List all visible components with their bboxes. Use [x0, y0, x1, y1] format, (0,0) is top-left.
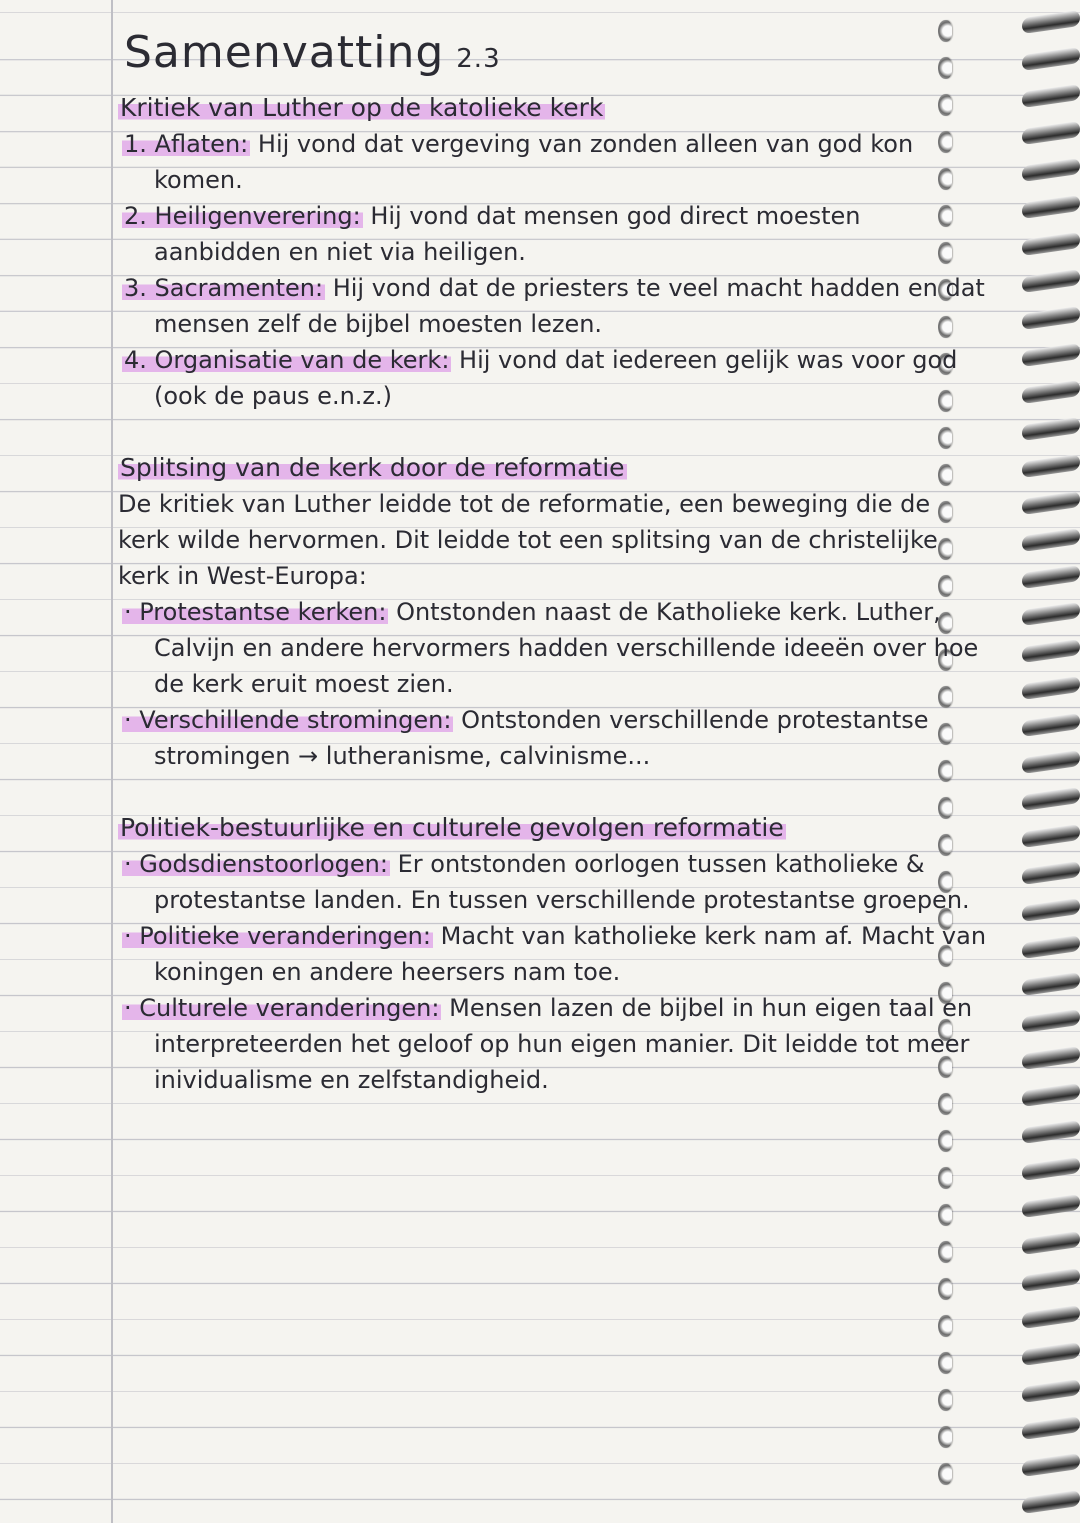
spiral-coil — [1022, 232, 1080, 256]
list-item — [118, 198, 988, 270]
spiral-coil — [1022, 1046, 1080, 1070]
item-text: Hij vond dat vergeving van zonden alleen van god kon komen. — [154, 130, 914, 194]
spiral-coil — [1022, 454, 1080, 478]
item-text: Mensen lazen de bijbel in hun eigen taal en interpreteerden het geloof op hun eigen manier. Dit leidde tot meer inividualisme en zelfstandigheid. — [154, 994, 973, 1094]
item-label: 1. Aflaten: — [124, 130, 249, 158]
title-text: Samenvatting — [124, 27, 445, 78]
spiral-coil — [1022, 10, 1080, 34]
spiral-coil — [1022, 676, 1080, 700]
margin-line — [111, 0, 113, 1523]
item-text: Er ontstonden oorlogen tussen katholieke & protestantse landen. En tussen verschillende protestantse groepen. — [154, 850, 970, 914]
binder-hole — [938, 1315, 952, 1337]
title-number: 2.3 — [456, 44, 501, 74]
binder-hole — [938, 1241, 952, 1263]
spiral-coil — [1022, 343, 1080, 367]
page-title — [124, 22, 988, 90]
list-item — [118, 342, 988, 414]
spiral-binding — [1018, 0, 1080, 1523]
spiral-coil — [1022, 491, 1080, 515]
spiral-coil — [1022, 824, 1080, 848]
spiral-coil — [1022, 1083, 1080, 1107]
spiral-coil — [1022, 306, 1080, 330]
spiral-coil — [1022, 380, 1080, 404]
spiral-coil — [1022, 1416, 1080, 1440]
spiral-coil — [1022, 972, 1080, 996]
item-text: Ontstonden naast de Katholieke kerk. Luther, Calvijn en andere hervormers hadden verschillende ideeën over hoe de kerk eruit moest zien. — [154, 598, 979, 698]
list-item — [118, 702, 988, 774]
binder-hole — [938, 1278, 952, 1300]
spiral-coil — [1022, 528, 1080, 552]
binder-hole — [938, 1389, 952, 1411]
spiral-coil — [1022, 195, 1080, 219]
list-item — [118, 918, 988, 990]
spiral-coil — [1022, 1194, 1080, 1218]
spiral-coil — [1022, 861, 1080, 885]
spiral-coil — [1022, 565, 1080, 589]
spiral-coil — [1022, 1342, 1080, 1366]
spiral-coil — [1022, 1120, 1080, 1144]
section-splitsing — [118, 450, 988, 774]
spiral-coil — [1022, 417, 1080, 441]
item-text: Ontstonden verschillende protestantse stromingen → lutheranisme, calvinisme... — [154, 706, 929, 770]
section-gevolgen — [118, 810, 988, 1098]
item-label: · Godsdienstoorlogen: — [124, 850, 388, 878]
spiral-coil — [1022, 269, 1080, 293]
list-item — [118, 270, 988, 342]
section-intro: De kritiek van Luther leidde tot de reformatie, een beweging die de kerk wilde hervormen. Dit leidde tot een splitsing van de christelijke kerk in West-Europa: — [118, 490, 938, 590]
item-label: · Culturele veranderingen: — [124, 994, 440, 1022]
section-kritiek — [118, 90, 988, 414]
spiral-coil — [1022, 1268, 1080, 1292]
spiral-coil — [1022, 1157, 1080, 1181]
item-label: · Politieke veranderingen: — [124, 922, 431, 950]
spiral-coil — [1022, 935, 1080, 959]
binder-hole — [938, 1204, 952, 1226]
item-label: 2. Heiligenverering: — [124, 202, 361, 230]
heading-text: Splitsing van de kerk door de reformatie — [120, 453, 625, 482]
item-text: Hij vond dat mensen god direct moesten aanbidden en niet via heiligen. — [154, 202, 861, 266]
item-text: Hij vond dat de priesters te veel macht hadden en dat mensen zelf de bijbel moesten lezen. — [154, 274, 985, 338]
spiral-coil — [1022, 1009, 1080, 1033]
heading-text: Politiek-bestuurlijke en culturele gevolgen reformatie — [120, 813, 784, 842]
section-heading — [118, 90, 988, 126]
spiral-coil — [1022, 787, 1080, 811]
binder-hole — [938, 1167, 952, 1189]
spiral-coil — [1022, 713, 1080, 737]
spiral-coil — [1022, 1379, 1080, 1403]
spiral-coil — [1022, 750, 1080, 774]
item-text: Macht van katholieke kerk nam af. Macht van koningen en andere heersers nam toe. — [154, 922, 987, 986]
binder-hole — [938, 1463, 952, 1485]
section-heading — [118, 450, 988, 486]
item-label: · Protestantse kerken: — [124, 598, 387, 626]
spiral-coil — [1022, 121, 1080, 145]
list-item — [118, 594, 988, 702]
item-label: 3. Sacramenten: — [124, 274, 324, 302]
binder-hole — [938, 1130, 952, 1152]
spiral-coil — [1022, 158, 1080, 182]
binder-hole — [938, 1352, 952, 1374]
list-item — [118, 846, 988, 918]
item-label: 4. Organisatie van de kerk: — [124, 346, 450, 374]
spiral-coil — [1022, 47, 1080, 71]
binder-hole — [938, 1426, 952, 1448]
item-label: · Verschillende stromingen: — [124, 706, 452, 734]
item-text: Hij vond dat iedereen gelijk was voor god (ook de paus e.n.z.) — [154, 346, 958, 410]
spiral-coil — [1022, 639, 1080, 663]
spiral-coil — [1022, 602, 1080, 626]
section-heading — [118, 810, 988, 846]
heading-text: Kritiek van Luther op de katolieke kerk — [120, 93, 604, 122]
spiral-coil — [1022, 1231, 1080, 1255]
list-item — [118, 126, 988, 198]
list-item — [118, 990, 988, 1098]
spiral-coil — [1022, 1453, 1080, 1477]
notes-content — [118, 22, 988, 1098]
spiral-coil — [1022, 1305, 1080, 1329]
spiral-coil — [1022, 898, 1080, 922]
spiral-coil — [1022, 84, 1080, 108]
spiral-coil — [1022, 1490, 1080, 1514]
